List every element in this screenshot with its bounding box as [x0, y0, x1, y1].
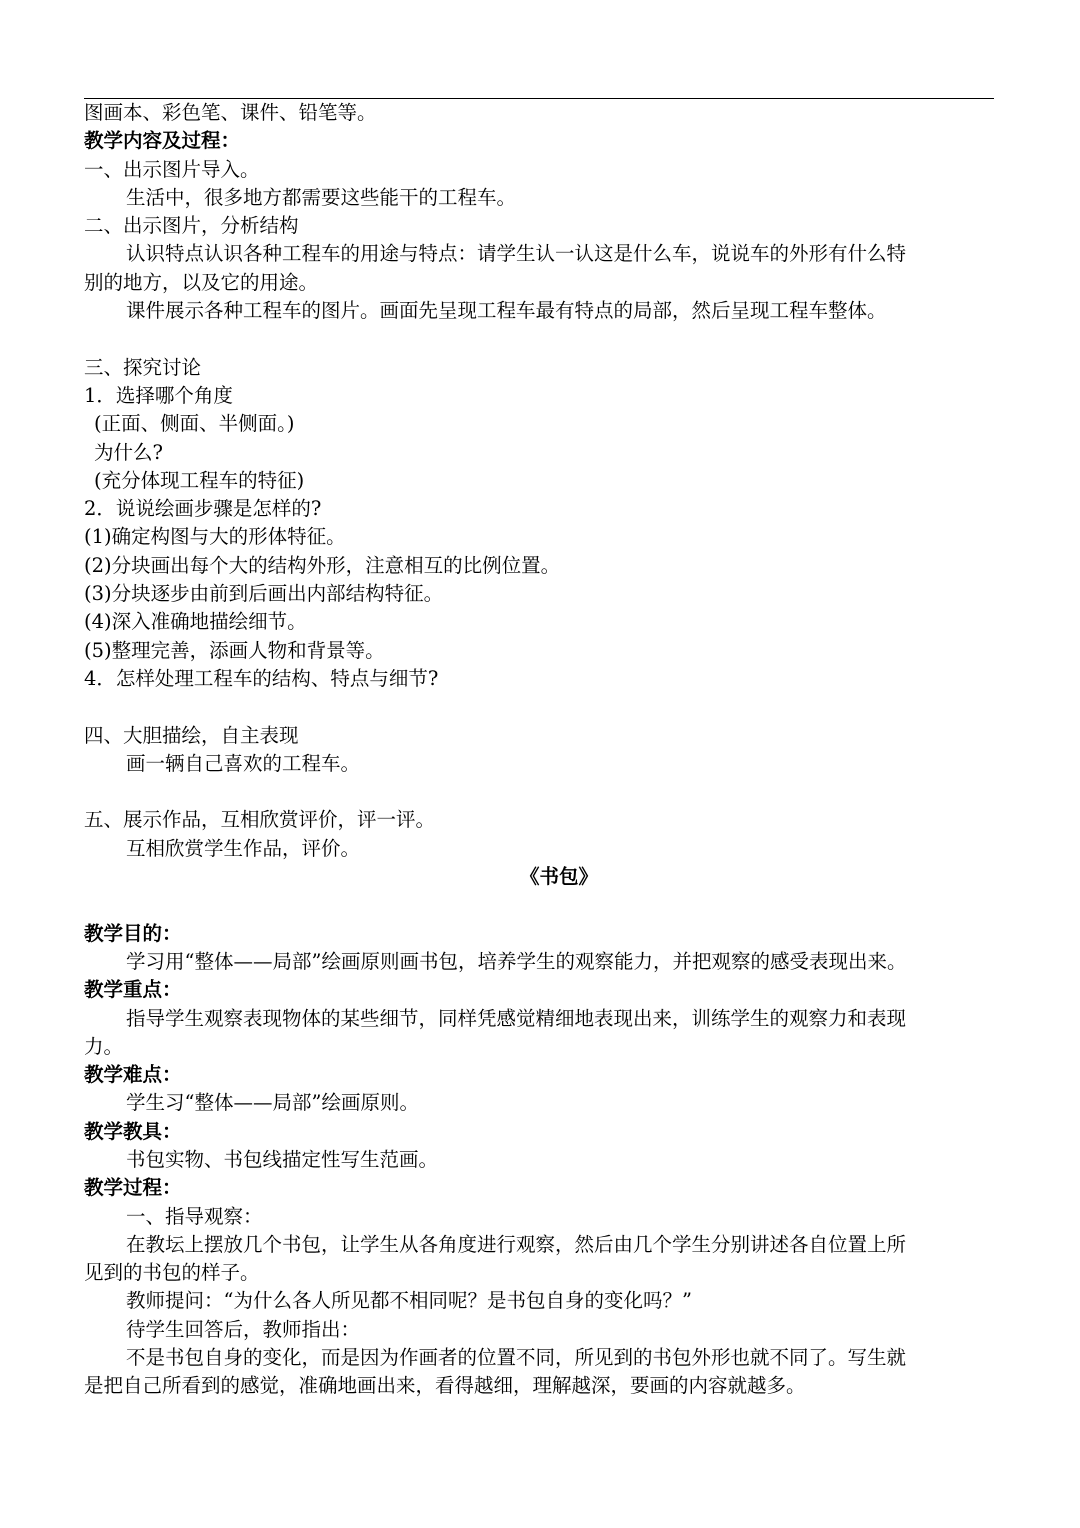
- section-heading: 教学教具：: [84, 1119, 182, 1143]
- text-line: 一、指导观察：: [126, 1204, 263, 1228]
- text-line: 二、出示图片，分析结构: [84, 214, 299, 238]
- blank-line: [84, 693, 994, 721]
- text-line: 认识特点认识各种工程车的用途与特点：请学生认一认这是什么车，说说车的外形有什么特: [126, 242, 907, 266]
- text-line: 是把自己所看到的感觉，准确地画出来，看得越细，理解越深，要画的内容就越多。: [84, 1374, 806, 1398]
- text-line: (3)分块逐步由前到后画出内部结构特征。: [84, 582, 444, 606]
- text-line: 互相欣赏学生作品，评价。: [126, 836, 361, 860]
- text-line: 课件展示各种工程车的图片。画面先呈现工程车最有特点的局部，然后呈现工程车整体。: [126, 299, 887, 323]
- text-line: 学生习“整体——局部”绘画原则。: [126, 1091, 419, 1115]
- text-line: (正面、侧面、半侧面。): [94, 412, 295, 436]
- text-line: 生活中，很多地方都需要这些能干的工程车。: [126, 185, 517, 209]
- blank-line: [84, 325, 994, 353]
- text-line: (2)分块画出每个大的结构外形，注意相互的比例位置。: [84, 553, 561, 577]
- blank-line: [84, 778, 994, 806]
- section-heading: 教学重点：: [84, 978, 182, 1002]
- text-line: (4)深入准确地描绘细节。: [84, 610, 307, 634]
- text-line: (充分体现工程车的特征): [94, 468, 305, 492]
- text-line: 4．怎样处理工程车的结构、特点与细节?: [84, 666, 439, 690]
- text-line: 三、探究讨论: [84, 355, 202, 379]
- text-line: 力。: [84, 1034, 124, 1058]
- text-line: (1)确定构图与大的形体特征。: [84, 525, 346, 549]
- section-heading: 教学内容及过程：: [84, 129, 241, 153]
- text-line: 1．选择哪个角度: [84, 383, 233, 407]
- text-line: 书包实物、书包线描定性写生范画。: [126, 1147, 439, 1171]
- text-line: 2．说说绘画步骤是怎样的?: [84, 497, 322, 521]
- text-line: 不是书包自身的变化，而是因为作画者的位置不同，所见到的书包外形也就不同了。写生就: [126, 1346, 907, 1370]
- text-line: 待学生回答后，教师指出：: [126, 1317, 361, 1341]
- text-line: 四、大胆描绘，自主表现: [84, 723, 299, 747]
- section-heading: 《书包》: [519, 865, 598, 889]
- section-heading: 教学难点：: [84, 1063, 182, 1087]
- text-line: 在教坛上摆放几个书包，让学生从各角度进行观察，然后由几个学生分别讲述各自位置上所: [126, 1232, 907, 1256]
- text-line: 教师提问：“为什么各人所见都不相同呢？是书包自身的变化吗？”: [126, 1289, 692, 1313]
- section-heading: 教学目的：: [84, 921, 182, 945]
- text-line: 别的地方，以及它的用途。: [84, 270, 319, 294]
- blank-line: [84, 891, 994, 919]
- text-line: 为什么?: [94, 440, 163, 464]
- text-line: 图画本、彩色笔、课件、铅笔等。: [84, 101, 377, 124]
- text-line: 一、出示图片导入。: [84, 157, 260, 181]
- text-line: 指导学生观察表现物体的某些细节，同样凭感觉精细地表现出来，训练学生的观察力和表现: [126, 1006, 907, 1030]
- text-line: (5)整理完善，添画人物和背景等。: [84, 638, 385, 662]
- text-line: 学习用“整体——局部”绘画原则画书包，培养学生的观察能力，并把观察的感受表现出来。: [126, 949, 907, 973]
- text-line: 见到的书包的样子。: [84, 1261, 260, 1285]
- section-heading: 教学过程：: [84, 1176, 182, 1200]
- document-body: [84, 99, 994, 1401]
- text-line: 画一辆自己喜欢的工程车。: [126, 751, 361, 775]
- text-line: 五、展示作品，互相欣赏评价，评一评。: [84, 808, 436, 832]
